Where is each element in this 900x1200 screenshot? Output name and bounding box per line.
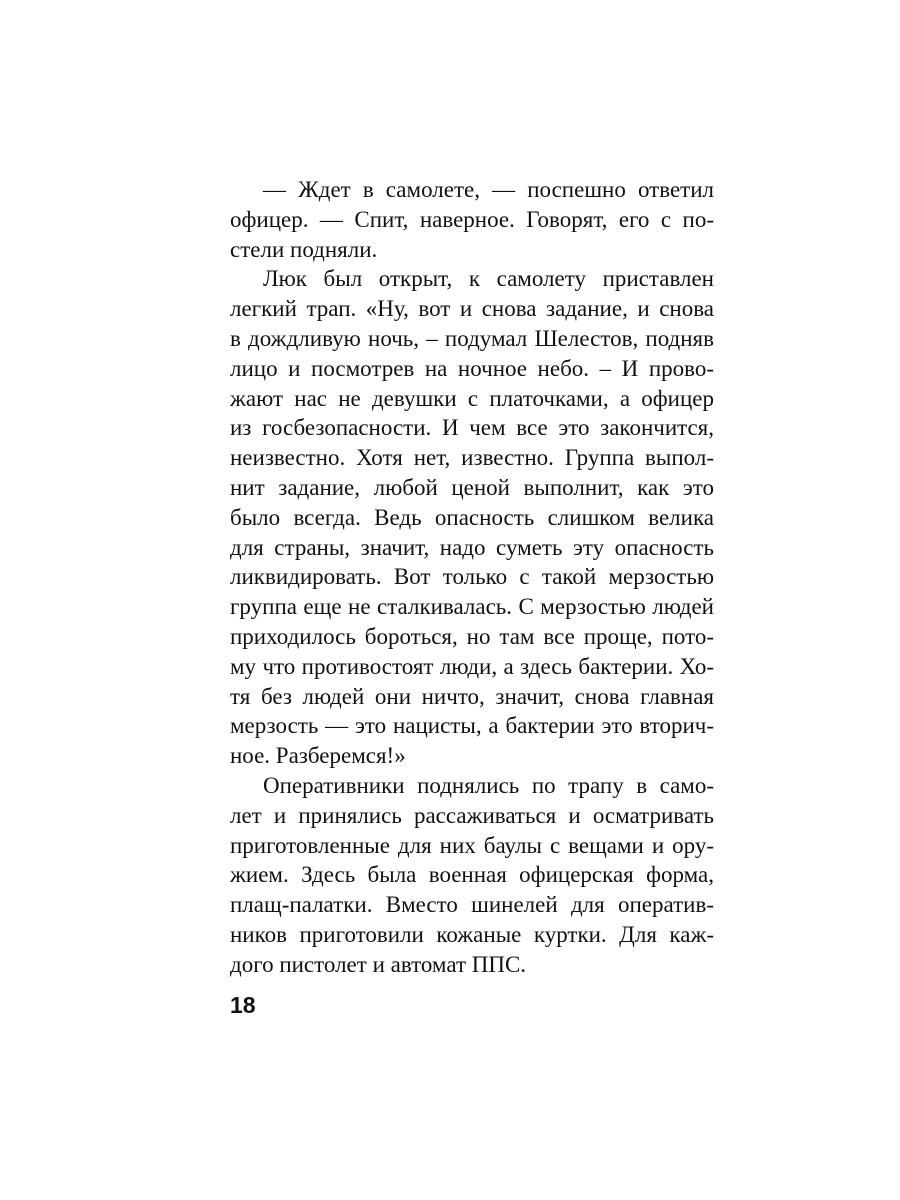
text-line: лицо и посмотрев на ночное небо. – И прово-: [230, 355, 714, 381]
text-line: стели подняли.: [230, 236, 378, 262]
paragraph-3: [230, 771, 714, 980]
text-line: Оперативники поднялись по трапу в само-: [263, 772, 714, 798]
text-line: офицер. — Спит, наверное. Говорят, его с по-: [230, 206, 714, 232]
text-line: приходилось бороться, но там все проще, пото-: [230, 623, 714, 649]
text-line: было всегда. Ведь опасность слишком велика: [230, 504, 714, 530]
text-line: Люк был открыт, к самолету приставлен: [263, 266, 714, 292]
text-line: ное. Разберемся!»: [230, 743, 406, 769]
text-line: — Ждет в самолете, — поспешно ответил: [263, 177, 714, 202]
body-text: [230, 175, 714, 980]
text-line: мерзость — это нацисты, а бактерии это вторич-: [230, 713, 714, 739]
text-line: группа еще не сталкивалась. С мерзостью людей: [230, 594, 714, 620]
text-line: из госбезопасности. И чем все это закончится,: [230, 415, 714, 441]
text-line: лет и принялись рассаживаться и осматривать: [230, 802, 714, 828]
text-line: ликвидировать. Вот только с такой мерзостью: [230, 564, 714, 590]
text-line: плащ-палатки. Вместо шинелей для оператив-: [230, 892, 714, 918]
text-line: жием. Здесь была военная офицерская форма,: [230, 862, 714, 888]
text-line: для страны, значит, надо суметь эту опасность: [230, 534, 714, 560]
text-line: тя без людей они ничто, значит, снова главная: [230, 683, 714, 709]
text-line: дого пистолет и автомат ППС.: [230, 951, 527, 977]
paragraph-1: [230, 175, 714, 264]
text-line: ников приготовили кожаные куртки. Для каж-: [230, 921, 714, 947]
text-line: в дождливую ночь, – подумал Шелестов, подняв: [230, 325, 714, 351]
text-line: неизвестно. Хотя нет, известно. Группа выпол-: [230, 445, 714, 471]
text-line: легкий трап. «Ну, вот и снова задание, и снова: [230, 296, 714, 322]
text-line: нит задание, любой ценой выполнит, как это: [230, 474, 714, 500]
paragraph-2: [230, 264, 714, 771]
text-line: му что противостоят люди, а здесь бактерии. Хо-: [230, 653, 714, 679]
page-number: 18: [230, 992, 256, 1018]
text-line: жают нас не девушки с платочками, а офицер: [230, 385, 714, 411]
text-line: приготовленные для них баулы с вещами и ору-: [230, 832, 714, 858]
